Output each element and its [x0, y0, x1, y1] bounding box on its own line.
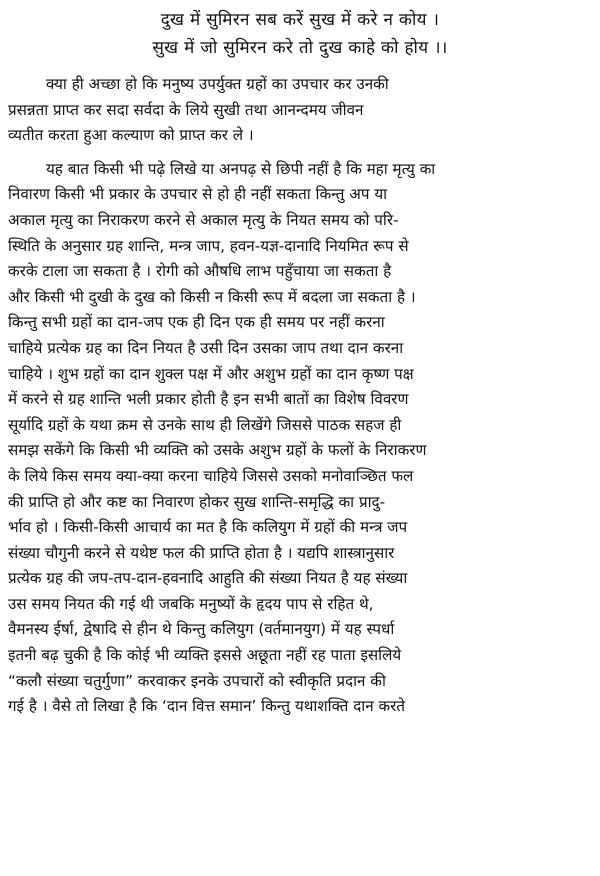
paragraph-main [8, 157, 592, 720]
paragraph-line: स्थिति के अनुसार ग्रह शान्ति, मन्त्र जाप, हवन-यज्ञ-दानादि नियमित रूप से [8, 236, 409, 255]
paragraph-line: प्रसन्नता प्राप्त कर सदा सर्वदा के लिये सुखी तथा आनन्दमय जीवन [8, 100, 364, 119]
paragraph-line: के लिये किस समय क्या-क्या करना चाहिये जिससे उसको मनोवाञ्छित फल [8, 466, 414, 485]
paragraph-line: और किसी भी दुखी के दुख को किसी न किसी रूप में बदला जा सकता है । [8, 287, 416, 306]
paragraph-intro [8, 72, 592, 149]
paragraph-line: “कलौ संख्या चतुर्गुणा” करवाकर इनके उपचारों को स्वीकृति प्रदान की [8, 671, 386, 690]
paragraph-line: समझ सकेंगे कि किसी भी व्यक्ति को उसके अशुभ ग्रहों के फलों के निराकरण [8, 441, 427, 460]
paragraph-line: में करने से ग्रह शान्ति भली प्रकार होती है इन सभी बातों का विशेष विवरण [8, 390, 409, 409]
paragraph-line: उस समय नियत की गई थी जबकि मनुष्यों के हृदय पाप से रहित थे, [8, 594, 374, 613]
paragraph-line: चाहिये प्रत्येक ग्रह का दिन नियत है उसी दिन उसका जाप तथा दान करना [8, 338, 404, 357]
couplet-line: दुख में सुमिरन सब करें सुख में करे न कोय । [160, 10, 440, 30]
couplet-verse [8, 6, 592, 62]
paragraph-line: इतनी बढ़ चुकी है कि कोई भी व्यक्ति इससे अछूता नहीं रह पाता इसलिये [8, 646, 402, 665]
paragraph-line: सूर्यादि ग्रहों के यथा क्रम से उनके साथ ही लिखेंगे जिससे पाठक सहज ही [8, 415, 402, 434]
paragraph-line: संख्या चौगुनी करने से यथेष्ट फल की प्राप्ति होता है । यद्यपि शास्त्रानुसार [8, 543, 395, 562]
paragraph-line: प्रत्येक ग्रह की जप-तप-दान-हवनादि आहुति की संख्या नियत है यह संख्या [8, 569, 408, 588]
paragraph-line: क्या ही अच्छा हो कि मनुष्य उपर्युक्त ग्रहों का उपचार कर उनकी [46, 75, 389, 93]
paragraph-line: यह बात किसी भी पढ़े लिखे या अनपढ़ से छिपी नहीं है कि महा मृत्यु का [46, 159, 436, 178]
paragraph-line: अकाल मृत्यु का निराकरण करने से अकाल मृत्यु के नियत समय को परि- [8, 210, 399, 229]
paragraph-line: करके टाला जा सकता है । रोगी को औषधि लाभ पहुँचाया जा सकता है [8, 262, 392, 281]
paragraph-line: र्भाव हो । किसी-किसी आचार्य का मत है कि कलियुग में ग्रहों की मन्त्र जप [8, 518, 408, 537]
paragraph-line: निवारण किसी भी प्रकार के उपचार से हो ही नहीं सकता किन्तु अप या [8, 185, 388, 204]
paragraph-line: किन्तु सभी ग्रहों का दान-जप एक ही दिन एक ही समय पर नहीं करना [8, 313, 385, 332]
couplet-line: सुख में जो सुमिरन करे तो दुख काहे को होय ।। [152, 38, 448, 58]
paragraph-line: चाहिये । शुभ ग्रहों का दान शुक्ल पक्ष में और अशुभ ग्रहों का दान कृष्ण पक्ष [8, 364, 414, 383]
paragraph-line: गई है । वैसे तो लिखा है कि ‘दान वित्त समान’ किन्तु यथाशक्ति दान करते [8, 697, 406, 716]
paragraph-line: की प्राप्ति हो और कष्ट का निवारण होकर सुख शान्ति-समृद्धि का प्रादु- [8, 492, 386, 511]
paragraph-line: व्यतीत करता हुआ कल्याण को प्राप्त कर ले । [8, 126, 254, 145]
paragraph-line: वैमनस्य ईर्षा, द्वेषादि से हीन थे किन्तु कलियुग (वर्तमानयुग) में यह स्पर्धा [8, 620, 395, 639]
